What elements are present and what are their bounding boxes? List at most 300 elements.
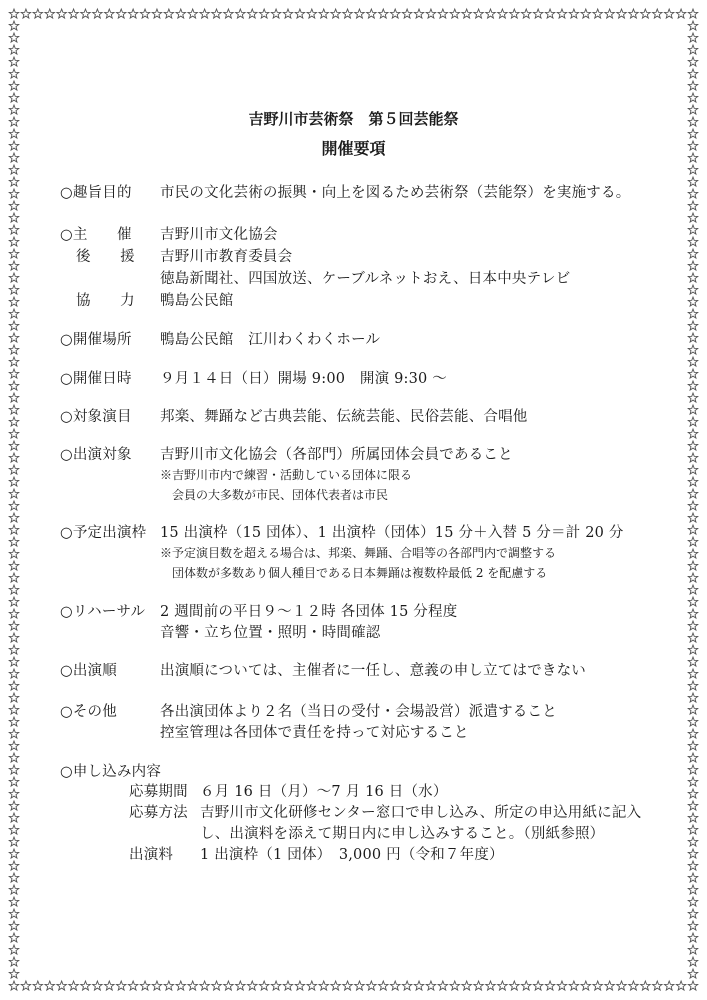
star-icon <box>688 93 698 102</box>
star-icon <box>9 465 19 474</box>
star-icon <box>521 9 531 18</box>
star-icon <box>617 981 627 990</box>
star-icon <box>688 189 698 198</box>
star-icon <box>81 981 91 990</box>
star-icon <box>688 705 698 714</box>
star-icon <box>688 909 698 918</box>
rehearsal-line1: 2 週間前の平日９～１２時 各団体 15 分程度 <box>160 604 458 620</box>
star-icon <box>688 561 698 570</box>
star-icon <box>688 57 698 66</box>
star-icon <box>9 549 19 558</box>
star-icon <box>116 9 126 18</box>
star-icon <box>343 981 353 990</box>
rehearsal-line2: 音響・立ち位置・照明・時間確認 <box>160 625 381 641</box>
star-icon <box>319 981 329 990</box>
star-icon <box>93 9 103 18</box>
star-icon <box>9 81 19 90</box>
star-icon <box>688 441 698 450</box>
star-icon <box>9 429 19 438</box>
star-icon <box>9 57 19 66</box>
star-icon <box>21 9 31 18</box>
star-icon <box>271 9 281 18</box>
star-icon <box>533 9 543 18</box>
star-icon <box>236 981 246 990</box>
star-icon <box>57 9 67 18</box>
organizer-text: 吉野川市文化協会 <box>160 227 278 243</box>
other-label: ○その他 <box>60 704 117 720</box>
star-icon <box>688 201 698 210</box>
other-line1: 各出演団体より２名（当日の受付・会場設営）派遣すること <box>160 704 557 720</box>
star-icon <box>9 609 19 618</box>
star-icon <box>688 261 698 270</box>
star-icon <box>688 513 698 522</box>
star-icon <box>152 981 162 990</box>
star-icon <box>414 981 424 990</box>
star-icon <box>688 417 698 426</box>
star-icon <box>367 9 377 18</box>
star-icon <box>9 789 19 798</box>
method-line2: し、出演料を添えて期日内に申し込みすること。（別紙参照） <box>200 826 605 842</box>
star-icon <box>688 765 698 774</box>
star-icon <box>9 561 19 570</box>
star-icon <box>688 345 698 354</box>
method-line1: 吉野川市文化研修センター窓口で申し込み、所定の申込用紙に記入 <box>200 805 642 821</box>
star-icon <box>247 9 257 18</box>
organizer-label: ○主 催 <box>60 227 132 243</box>
star-icon <box>688 69 698 78</box>
star-icon <box>676 9 686 18</box>
star-icon <box>688 465 698 474</box>
datetime-label: ○開催日時 <box>60 371 132 387</box>
star-icon <box>688 621 698 630</box>
star-icon <box>688 297 698 306</box>
star-icon <box>688 81 698 90</box>
star-icon <box>9 585 19 594</box>
star-icon <box>688 933 698 942</box>
star-icon <box>128 981 138 990</box>
star-icon <box>188 981 198 990</box>
slots-note2: 団体数が多数あり個人種目である日本舞踊は複数枠最低 2 を配慮する <box>172 566 548 580</box>
star-icon <box>688 801 698 810</box>
star-icon <box>688 681 698 690</box>
star-icon <box>474 981 484 990</box>
star-icon <box>271 981 281 990</box>
fee-label: 出演料 <box>129 847 174 863</box>
star-icon <box>9 9 19 18</box>
fee-text: 1 出演枠（1 団体） 3,000 円（令和７年度） <box>200 847 504 863</box>
star-icon <box>664 981 674 990</box>
star-icon <box>688 249 698 258</box>
star-icon <box>9 777 19 786</box>
star-icon <box>9 717 19 726</box>
star-icon <box>9 165 19 174</box>
star-icon <box>295 9 305 18</box>
star-icon <box>9 753 19 762</box>
star-icon <box>450 981 460 990</box>
star-icon <box>688 885 698 894</box>
star-icon <box>9 669 19 678</box>
star-icon <box>259 9 269 18</box>
star-icon <box>9 825 19 834</box>
star-icon <box>486 9 496 18</box>
star-icon <box>9 969 19 978</box>
star-icon <box>9 597 19 606</box>
slots-note1: ※予定演目数を超える場合は、邦楽、舞踊、合唱等の各部門内で調整する <box>160 546 557 560</box>
star-icon <box>9 273 19 282</box>
star-icon <box>9 21 19 30</box>
star-icon <box>21 981 31 990</box>
star-icon <box>9 357 19 366</box>
star-icon <box>569 981 579 990</box>
star-icon <box>9 525 19 534</box>
star-icon <box>688 501 698 510</box>
star-icon <box>9 393 19 402</box>
star-icon <box>9 849 19 858</box>
order-label: ○出演順 <box>60 663 117 679</box>
star-icon <box>402 9 412 18</box>
slots-label: ○予定出演枠 <box>60 525 147 541</box>
star-icon <box>9 417 19 426</box>
star-icon <box>438 981 448 990</box>
star-icon <box>212 9 222 18</box>
document-subtitle: 開催要項 <box>321 139 386 158</box>
star-icon <box>474 9 484 18</box>
star-icon <box>9 537 19 546</box>
star-icon <box>9 45 19 54</box>
star-icon <box>688 729 698 738</box>
star-icon <box>140 9 150 18</box>
star-icon <box>9 369 19 378</box>
star-icon <box>9 249 19 258</box>
star-icon <box>9 381 19 390</box>
star-icon <box>9 933 19 942</box>
star-icon <box>307 9 317 18</box>
period-label: 応募期間 <box>129 784 188 800</box>
star-icon <box>9 33 19 42</box>
star-icon <box>379 981 389 990</box>
star-icon <box>164 981 174 990</box>
star-icon <box>9 345 19 354</box>
star-icon <box>33 981 43 990</box>
star-icon <box>498 981 508 990</box>
star-icon <box>45 9 55 18</box>
star-icon <box>9 189 19 198</box>
star-icon <box>688 717 698 726</box>
star-icon <box>9 405 19 414</box>
star-icon <box>9 333 19 342</box>
star-icon <box>319 9 329 18</box>
star-icon <box>688 405 698 414</box>
star-icon <box>688 21 698 30</box>
star-icon <box>688 321 698 330</box>
star-icon <box>283 981 293 990</box>
star-icon <box>105 9 115 18</box>
star-icon <box>45 981 55 990</box>
application-label: ○申し込み内容 <box>60 764 162 780</box>
star-icon <box>283 9 293 18</box>
star-icon <box>9 837 19 846</box>
star-icon <box>688 573 698 582</box>
star-icon <box>9 741 19 750</box>
star-icon <box>688 489 698 498</box>
star-icon <box>486 981 496 990</box>
star-icon <box>9 981 19 990</box>
period-text: ６月 16 日（月）～7 月 16 日（水） <box>200 784 448 800</box>
star-icon <box>176 9 186 18</box>
star-icon <box>605 981 615 990</box>
star-icon <box>688 945 698 954</box>
other-line2: 控室管理は各団体で責任を持って対応すること <box>160 725 469 741</box>
star-icon <box>533 981 543 990</box>
venue-text: 鴨島公民館 江川わくわくホール <box>160 332 381 348</box>
star-icon <box>688 369 698 378</box>
star-icon <box>224 9 234 18</box>
star-icon <box>688 633 698 642</box>
star-icon <box>688 669 698 678</box>
star-icon <box>688 813 698 822</box>
purpose-text: 市民の文化芸術の振興・向上を図るため芸術祭（芸能祭）を実施する。 <box>160 185 631 201</box>
star-icon <box>688 921 698 930</box>
star-icon <box>414 9 424 18</box>
star-icon <box>450 9 460 18</box>
star-icon <box>81 9 91 18</box>
star-icon <box>688 957 698 966</box>
star-icon <box>688 753 698 762</box>
star-icon <box>331 981 341 990</box>
star-icon <box>688 333 698 342</box>
star-icon <box>581 9 591 18</box>
star-icon <box>212 981 222 990</box>
star-icon <box>688 873 698 882</box>
method-label: 応募方法 <box>129 805 188 821</box>
star-icon <box>688 645 698 654</box>
star-icon <box>355 981 365 990</box>
star-icon <box>688 393 698 402</box>
star-icon <box>688 537 698 546</box>
star-icon <box>69 981 79 990</box>
star-icon <box>259 981 269 990</box>
star-icon <box>152 9 162 18</box>
star-icon <box>688 609 698 618</box>
star-icon <box>164 9 174 18</box>
star-icon <box>688 741 698 750</box>
star-icon <box>367 981 377 990</box>
star-icon <box>688 657 698 666</box>
star-icon <box>93 981 103 990</box>
star-icon <box>9 681 19 690</box>
venue-label: ○開催場所 <box>60 332 132 348</box>
program-text: 邦楽、舞踊など古典芸能、伝統芸能、民俗芸能、合唱他 <box>160 409 528 425</box>
star-icon <box>9 441 19 450</box>
star-icon <box>545 981 555 990</box>
star-icon <box>57 981 67 990</box>
star-icon <box>688 213 698 222</box>
star-icon <box>247 981 257 990</box>
star-icon <box>653 981 663 990</box>
rehearsal-label: ○リハーサル <box>60 604 146 620</box>
star-icon <box>9 873 19 882</box>
star-icon <box>462 9 472 18</box>
star-icon <box>9 69 19 78</box>
star-icon <box>688 477 698 486</box>
eligibility-label: ○出演対象 <box>60 447 132 463</box>
star-icon <box>390 9 400 18</box>
star-icon <box>9 285 19 294</box>
star-icon <box>69 9 79 18</box>
star-icon <box>688 285 698 294</box>
order-text: 出演順については、主催者に一任し、意義の申し立てはできない <box>160 663 587 679</box>
star-icon <box>569 9 579 18</box>
star-icon <box>9 453 19 462</box>
star-icon <box>343 9 353 18</box>
slots-text: 15 出演枠（15 団体）、1 出演枠（団体）15 分＋入替 5 分＝計 20 分 <box>160 525 624 541</box>
star-icon <box>605 9 615 18</box>
star-icon <box>688 597 698 606</box>
star-icon <box>688 237 698 246</box>
star-icon <box>9 93 19 102</box>
star-icon <box>295 981 305 990</box>
star-icon <box>331 9 341 18</box>
star-icon <box>9 705 19 714</box>
star-icon <box>676 981 686 990</box>
star-icon <box>379 9 389 18</box>
star-icon <box>9 489 19 498</box>
purpose-label: ○趣旨目的 <box>60 185 132 201</box>
star-icon <box>641 9 651 18</box>
eligibility-text: 吉野川市文化協会（各部門）所属団体会員であること <box>160 447 513 463</box>
star-icon <box>593 9 603 18</box>
star-icon <box>176 981 186 990</box>
star-icon <box>9 897 19 906</box>
star-icon <box>9 645 19 654</box>
star-icon <box>105 981 115 990</box>
star-icon <box>140 981 150 990</box>
star-icon <box>557 9 567 18</box>
star-icon <box>9 945 19 954</box>
star-icon <box>128 9 138 18</box>
star-icon <box>307 981 317 990</box>
cooperation-text: 鴨島公民館 <box>160 293 234 309</box>
star-icon <box>688 825 698 834</box>
star-icon <box>688 849 698 858</box>
star-icon <box>688 45 698 54</box>
eligibility-note1: ※吉野川市内で練習・活動している団体に限る <box>160 468 413 482</box>
star-icon <box>224 981 234 990</box>
star-icon <box>9 765 19 774</box>
star-icon <box>593 981 603 990</box>
star-icon <box>688 981 698 990</box>
star-icon <box>9 177 19 186</box>
star-icon <box>664 9 674 18</box>
star-icon <box>688 309 698 318</box>
star-icon <box>9 573 19 582</box>
star-icon <box>9 909 19 918</box>
star-icon <box>426 9 436 18</box>
star-icon <box>9 501 19 510</box>
star-icon <box>688 9 698 18</box>
star-icon <box>9 813 19 822</box>
star-icon <box>498 9 508 18</box>
star-icon <box>688 273 698 282</box>
star-icon <box>438 9 448 18</box>
star-icon <box>9 477 19 486</box>
star-icon <box>9 693 19 702</box>
star-icon <box>688 525 698 534</box>
star-icon <box>200 981 210 990</box>
star-icon <box>402 981 412 990</box>
star-icon <box>9 633 19 642</box>
star-icon <box>688 861 698 870</box>
star-icon <box>688 969 698 978</box>
datetime-text: ９月１４日（日）開場 9:00 開演 9:30 ～ <box>160 371 447 387</box>
star-icon <box>9 957 19 966</box>
document-title: 吉野川市芸術祭 第５回芸能祭 <box>248 110 459 128</box>
star-icon <box>688 429 698 438</box>
support-line1: 吉野川市教育委員会 <box>160 249 293 265</box>
star-icon <box>688 693 698 702</box>
star-icon <box>188 9 198 18</box>
star-icon <box>9 861 19 870</box>
star-icon <box>33 9 43 18</box>
star-icon <box>9 297 19 306</box>
cooperation-label: 協 力 <box>76 293 135 309</box>
star-icon <box>688 177 698 186</box>
star-icon <box>629 9 639 18</box>
star-icon <box>688 585 698 594</box>
program-label: ○対象演目 <box>60 409 132 425</box>
support-line2: 徳島新聞社、四国放送、ケーブルネットおえ、日本中央テレビ <box>160 271 571 287</box>
star-icon <box>545 9 555 18</box>
star-icon <box>9 801 19 810</box>
star-icon <box>9 513 19 522</box>
star-icon <box>688 897 698 906</box>
star-icon <box>9 621 19 630</box>
star-icon <box>617 9 627 18</box>
star-icon <box>688 357 698 366</box>
star-icon <box>688 165 698 174</box>
star-icon <box>629 981 639 990</box>
star-icon <box>510 9 520 18</box>
star-icon <box>9 261 19 270</box>
support-label: 後 援 <box>76 249 135 265</box>
star-icon <box>557 981 567 990</box>
star-icon <box>641 981 651 990</box>
star-icon <box>688 225 698 234</box>
star-icon <box>688 453 698 462</box>
star-icon <box>9 921 19 930</box>
star-icon <box>9 213 19 222</box>
star-icon <box>521 981 531 990</box>
star-icon <box>9 309 19 318</box>
star-icon <box>9 657 19 666</box>
star-icon <box>688 789 698 798</box>
star-icon <box>688 33 698 42</box>
star-icon <box>688 777 698 786</box>
eligibility-note2: 会員の大多数が市民、団体代表者は市民 <box>172 488 389 502</box>
star-icon <box>426 981 436 990</box>
star-icon <box>9 237 19 246</box>
star-icon <box>236 9 246 18</box>
star-icon <box>581 981 591 990</box>
star-icon <box>688 381 698 390</box>
star-icon <box>462 981 472 990</box>
star-icon <box>688 837 698 846</box>
star-icon <box>510 981 520 990</box>
star-icon <box>9 321 19 330</box>
star-icon <box>355 9 365 18</box>
star-icon <box>653 9 663 18</box>
star-icon <box>116 981 126 990</box>
